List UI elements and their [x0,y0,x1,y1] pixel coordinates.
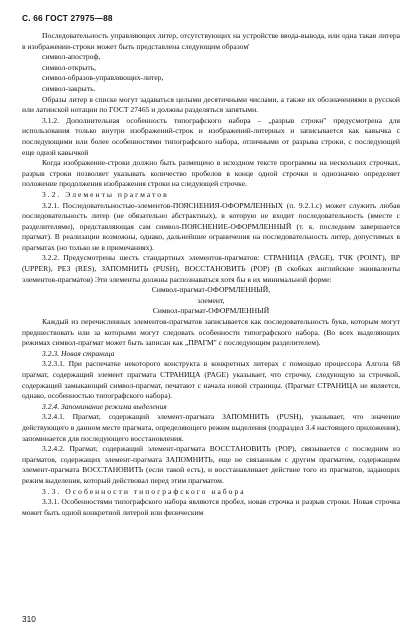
section-heading-text: 3.2. Элементы прагматов [42,189,169,199]
section-heading [22,349,400,360]
paragraph: 3.1.2. Дополнительная особенность типографского набора – „разрыв строки" предусмотрена для использования только внутри изображений-строк и изображений-литерных и записывается как кавычка с последующими или более особенностями типографского набора, отличными от разрыва строки, с последующей еще одной кавычкой [22,115,400,157]
list-item: символ-закрыть. [42,83,96,93]
page-number: 310 [22,614,36,624]
section-heading-text: 3.3. Особенности типографского набора [42,486,246,496]
paragraph: 3.2.3.1. При распечатке некоторого конструкта в конкретных литерах с помощью процессора Алгола 68 прагмат, содержащий элемент прагмата СТРАНИЦА (PAGE) указывает, что строчку, следующую за строчкой, содержащей замыкающий символ-прагмат, печатают с начала новой страницы. (Прагмат СТРАНИЦА не является, однако, особенностью типографского набора). [22,359,400,401]
paragraph: 3.2.4.1. Прагмат, содержащий элемент-прагмата ЗАПОМНИТЬ (PUSH), указывает, что значение действующего в данном месте прагмата, определяющего режим выделения (подраздел 3.4 настоящего приложения), запоминается для последующего восстановления. [22,412,400,443]
centered-line: элемент, [197,295,225,305]
page-header: С. 66 ГОСТ 27975—88 [22,13,113,23]
centered-line: Символ-прагмат-ОФОРМЛЕННЫЙ, [151,285,271,295]
paragraph: 3.2.1. Последовательностью-элементов-ПОЯСНЕНИЯ-ОФОРМЛЕННЫХ (п. 9.2.1.с) может служить любая последовательность литер (не обязательно абстрактных), в которую не входит последовательность (вместе с разделителями), представляющая сам символ-ПОЯСНЕНИЕ-ОФОРМЛЕННЫЙ (т. к. последним завершается прагмат). В реализации возможны, однако, дальнейшие ограничения на последовательность литер, допустимых в прагматах (но только не в примечаниях). [22,200,400,252]
list-item: символ-апостроф, [42,52,101,62]
list-item: символ-образов-управляющих-литер, [42,73,164,83]
centered-line: Символ-прагмат-ОФОРМЛЕННЫЙ [152,306,270,316]
paragraph: Последовательность управляющих литер, отсутствующих на устройстве ввода-вывода, или одна такая литера в изображении-строки может быть представлена следующим образом' [22,31,400,51]
section-heading [22,190,400,201]
section-heading-text: 3.2.4. Запоминание режима выделения [42,401,167,411]
paragraph: 3.2.4.2. Прагмат, содержащий элемент-прагмата ВОССТАНОВИТЬ (POP), связывается с последним из прагматов, содержащих элемент-прагмата ЗАПОМНИТЬ, еще не связанным с другим прагматом, содержащим элемент-прагмата ВОССТАНОВИТЬ (если такой есть), и восстанавливает действие того из прагматов, задающих режим выделения, который действовал перед этим прагматом. [22,444,400,485]
paragraph: 3.3.1. Особенностями типографского набора являются пробел, новая строчка и разрыв строки. Новая строчка может быть одной конкретной литерой или физическим [22,497,400,517]
section-heading [22,487,400,498]
section-heading [22,402,400,413]
paragraph: Образы литер в списке могут задаваться целыми десятичными числами, а также их обозначениями в русской или латинской нотации по ГОСТ 27465 и должны разделяться запятыми. [22,94,400,115]
section-heading-text: 3.2.3. Новая страница [42,348,115,358]
paragraph: 3.2.2. Предусмотрены шесть стандартных элементов-прагматов: СТРАНИЦА (PAGE), ТЧК (POINT), ВР (UPPER), РЕЗ (RES), ЗАПОМНИТЬ (PUSH), ВОССТАНОВИТЬ (POP) (В скобках английские эквиваленты элементов-прагматов) Эти элементы должны распознаваться хотя бы в их минимальной форме: [22,253,400,284]
document-body [22,31,400,518]
list-item: символ-открыть, [42,62,97,72]
paragraph: Когда изображение-строки должно быть размещено в исходном тексте программы на нескольких строчках, разрыв строки позволяет указывать количество пробелов в конце одной строчки и однозначно определяет положение продолжения изображения строки на следующей строчке. [22,158,400,189]
paragraph: Каждый из перечисленных элементов-прагматов записывается как последовательность букв, которым могут предшествовать или за которыми могут следовать особенности типографского набора. (Во всех выделяющих режимах символ-прагмат может быть записан как „ПРАГМ" с последующим разделителем). [22,317,400,348]
